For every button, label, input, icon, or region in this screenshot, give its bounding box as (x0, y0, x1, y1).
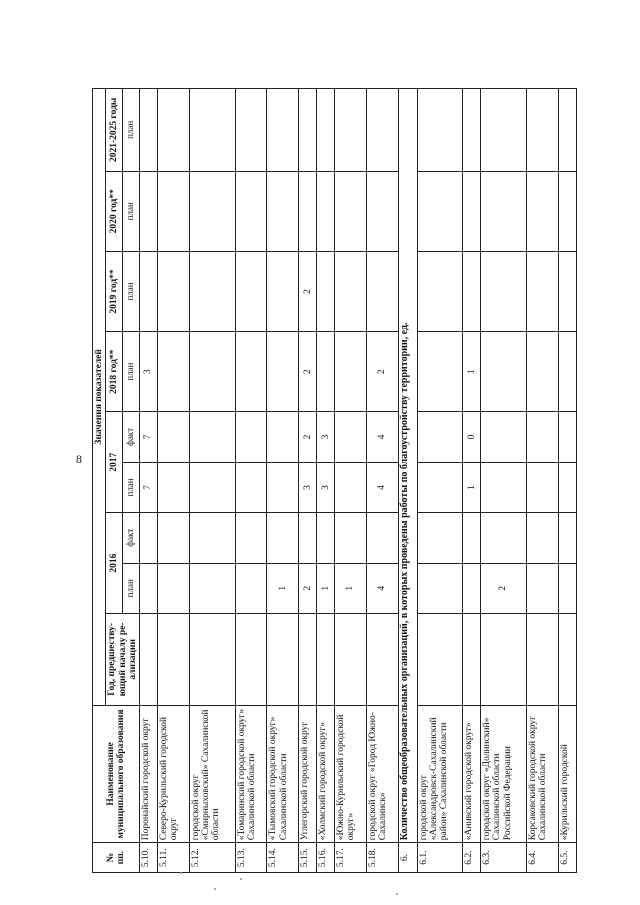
value-cell (235, 563, 267, 613)
header-plan-2017: план (123, 462, 140, 512)
value-cell (558, 412, 576, 462)
value-cell (417, 89, 463, 172)
value-cell: 2 (299, 251, 317, 331)
municipality-name: городской округ «Долинский» Сахалинской области Российской Федерации (481, 705, 527, 843)
municipality-name: Углегорский городской округ (299, 705, 317, 843)
value-cell (157, 171, 189, 251)
value-cell (317, 332, 335, 412)
value-cell (335, 412, 367, 462)
value-cell (157, 251, 189, 331)
row-number: 5.14. (267, 843, 299, 873)
value-cell (267, 412, 299, 462)
table-row (558, 89, 576, 873)
value-cell (235, 332, 267, 412)
value-cell (335, 613, 367, 705)
value-cell (157, 462, 189, 512)
municipality-name: «Южно-Курильский городской округ» (335, 705, 367, 843)
value-cell: 4 (366, 563, 398, 613)
header-2019: 2019 год** (106, 251, 123, 331)
value-cell (189, 171, 235, 251)
value-cell (417, 613, 463, 705)
header-2020: 2020 год** (106, 171, 123, 251)
value-cell (558, 251, 576, 331)
value-cell (235, 613, 267, 705)
row-number: 5.15. (299, 843, 317, 873)
row-number: 5.10. (140, 843, 158, 873)
value-cell (558, 513, 576, 563)
value-cell: 4 (366, 462, 398, 512)
value-cell (189, 613, 235, 705)
value-cell (299, 513, 317, 563)
value-cell (299, 171, 317, 251)
table-row (140, 89, 158, 873)
table-row (335, 89, 367, 873)
value-cell (140, 251, 158, 331)
value-cell: 2 (299, 332, 317, 412)
value-cell (481, 251, 527, 331)
value-cell (526, 332, 558, 412)
value-cell (526, 412, 558, 462)
value-cell: 3 (299, 462, 317, 512)
value-cell (335, 89, 367, 172)
row-number: 5.16. (317, 843, 335, 873)
value-cell (317, 171, 335, 251)
municipality-name: Северо-Курильский городской округ (157, 705, 189, 843)
value-cell (299, 613, 317, 705)
value-cell (526, 513, 558, 563)
value-cell (267, 89, 299, 172)
section-row (398, 89, 417, 873)
value-cell (526, 89, 558, 172)
value-cell (481, 171, 527, 251)
row-number: 6.4. (526, 843, 558, 873)
value-cell (140, 513, 158, 563)
table-row (526, 89, 558, 873)
value-cell (140, 613, 158, 705)
value-cell (481, 462, 527, 512)
header-plan-2018: план (123, 332, 140, 412)
value-cell (335, 171, 367, 251)
header-name: Наименование муниципального образования (93, 705, 140, 843)
value-cell (335, 251, 367, 331)
value-cell: 2 (299, 412, 317, 462)
value-cell (417, 462, 463, 512)
value-cell: 3 (317, 412, 335, 462)
value-cell (417, 171, 463, 251)
value-cell (267, 513, 299, 563)
value-cell (140, 89, 158, 172)
value-cell (189, 563, 235, 613)
header-fact-2017: факт (123, 412, 140, 462)
table-header (93, 89, 140, 873)
value-cell (157, 613, 189, 705)
row-number: 5.18. (366, 843, 398, 873)
value-cell (157, 412, 189, 462)
value-cell (157, 332, 189, 412)
header-prev-year: Год, предшеству-ющий началу ре-ализации (106, 613, 140, 705)
municipality-name: Корсаковский городской округ Сахалинской области (526, 705, 558, 843)
header-values-group: Значения показателей (93, 89, 106, 706)
value-cell (267, 332, 299, 412)
municipality-name: «Холмский городской округ» (317, 705, 335, 843)
row-number: 5.12. (189, 843, 235, 873)
municipality-name: городской округ «Александровск-Сахалинский район» Сахалинской области (417, 705, 463, 843)
value-cell (366, 513, 398, 563)
value-cell (366, 171, 398, 251)
value-cell (157, 89, 189, 172)
value-cell: 1 (267, 563, 299, 613)
header-2021-2025: 2021-2025 годы (106, 89, 123, 172)
value-cell (463, 513, 481, 563)
value-cell (317, 513, 335, 563)
value-cell (140, 563, 158, 613)
row-number: 6.2. (463, 843, 481, 873)
value-cell (481, 89, 527, 172)
row-number: 6.1. (417, 843, 463, 873)
value-cell (366, 613, 398, 705)
municipality-name: «Анивский городской округ» (463, 705, 481, 843)
table-row (189, 89, 235, 873)
header-num: № пп. (93, 843, 140, 873)
table-row (463, 89, 481, 873)
row-number: 6. (398, 843, 417, 873)
value-cell (235, 171, 267, 251)
value-cell (335, 462, 367, 512)
value-cell (335, 332, 367, 412)
value-cell (366, 89, 398, 172)
value-cell (189, 412, 235, 462)
table-row (235, 89, 267, 873)
value-cell (366, 251, 398, 331)
value-cell (481, 613, 527, 705)
value-cell (317, 613, 335, 705)
value-cell (463, 613, 481, 705)
value-cell (267, 613, 299, 705)
value-cell (463, 171, 481, 251)
value-cell (267, 171, 299, 251)
value-cell (235, 513, 267, 563)
value-cell: 1 (463, 332, 481, 412)
municipality-name: «Тымовский городской округ» Сахалинской области (267, 705, 299, 843)
value-cell (526, 171, 558, 251)
value-cell (463, 251, 481, 331)
value-cell: 1 (335, 563, 367, 613)
value-cell (558, 332, 576, 412)
value-cell (235, 412, 267, 462)
municipality-name: городской округ «Смирныховский» Сахалинской области (189, 705, 235, 843)
value-cell (235, 89, 267, 172)
table-row (417, 89, 463, 873)
municipality-name: Поронайский городской округ (140, 705, 158, 843)
header-2016: 2016 (106, 513, 123, 614)
header-2017: 2017 (106, 412, 123, 513)
value-cell (189, 332, 235, 412)
value-cell (558, 563, 576, 613)
rotated-document-table (92, 88, 569, 873)
value-cell (189, 251, 235, 331)
value-cell (526, 462, 558, 512)
page-number: 8 (76, 452, 82, 466)
row-number: 5.11. (157, 843, 189, 873)
table-row (267, 89, 299, 873)
value-cell (481, 513, 527, 563)
value-cell (417, 412, 463, 462)
value-cell (558, 613, 576, 705)
table-row (157, 89, 189, 873)
value-cell: 7 (140, 412, 158, 462)
header-fact-2016: факт (123, 513, 140, 563)
municipality-name: городской округ «Город Южно-Сахалинск» (366, 705, 398, 843)
value-cell (299, 89, 317, 172)
value-cell: 2 (366, 332, 398, 412)
value-cell (235, 251, 267, 331)
value-cell (189, 513, 235, 563)
table-row (317, 89, 335, 873)
value-cell (417, 563, 463, 613)
value-cell (335, 513, 367, 563)
value-cell: 1 (317, 563, 335, 613)
value-cell (481, 332, 527, 412)
value-cell (463, 563, 481, 613)
table-row (299, 89, 317, 873)
row-number: 6.3. (481, 843, 527, 873)
value-cell (526, 251, 558, 331)
value-cell (417, 332, 463, 412)
value-cell (189, 462, 235, 512)
value-cell (526, 613, 558, 705)
value-cell (417, 251, 463, 331)
value-cell (481, 412, 527, 462)
value-cell: 2 (299, 563, 317, 613)
value-cell (189, 89, 235, 172)
indicators-table (92, 88, 577, 873)
value-cell (157, 563, 189, 613)
value-cell: 3 (140, 332, 158, 412)
value-cell (317, 251, 335, 331)
scan-speck (214, 888, 216, 890)
row-number: 5.17. (335, 843, 367, 873)
scan-speck (396, 893, 398, 895)
value-cell: 1 (463, 462, 481, 512)
value-cell: 7 (140, 462, 158, 512)
value-cell (526, 563, 558, 613)
municipality-name: «Курильский городской (558, 705, 576, 843)
scan-speck (240, 878, 242, 880)
row-number: 6.5. (558, 843, 576, 873)
value-cell (267, 462, 299, 512)
value-cell (417, 513, 463, 563)
row-number: 5.13. (235, 843, 267, 873)
value-cell (267, 251, 299, 331)
value-cell: 0 (463, 412, 481, 462)
header-plan-2021-2025: план (123, 89, 140, 172)
value-cell (140, 171, 158, 251)
value-cell (558, 89, 576, 172)
header-2018: 2018 год** (106, 332, 123, 412)
value-cell (235, 462, 267, 512)
table-body (140, 89, 577, 873)
value-cell (317, 89, 335, 172)
value-cell: 4 (366, 412, 398, 462)
value-cell (558, 171, 576, 251)
table-row (366, 89, 398, 873)
value-cell (463, 89, 481, 172)
value-cell: 3 (317, 462, 335, 512)
municipality-name: «Томаринский городской округ» Сахалинской области (235, 705, 267, 843)
table-row (481, 89, 527, 873)
value-cell: 2 (481, 563, 527, 613)
value-cell (558, 462, 576, 512)
scan-speck (180, 872, 182, 874)
section-title: Количество общеобразовательных организаций, в которых проведены работы по благоустройству территории, ед. (398, 89, 417, 843)
header-plan-2016: план (123, 563, 140, 613)
header-plan-2019: план (123, 251, 140, 331)
value-cell (157, 513, 189, 563)
header-plan-2020: план (123, 171, 140, 251)
